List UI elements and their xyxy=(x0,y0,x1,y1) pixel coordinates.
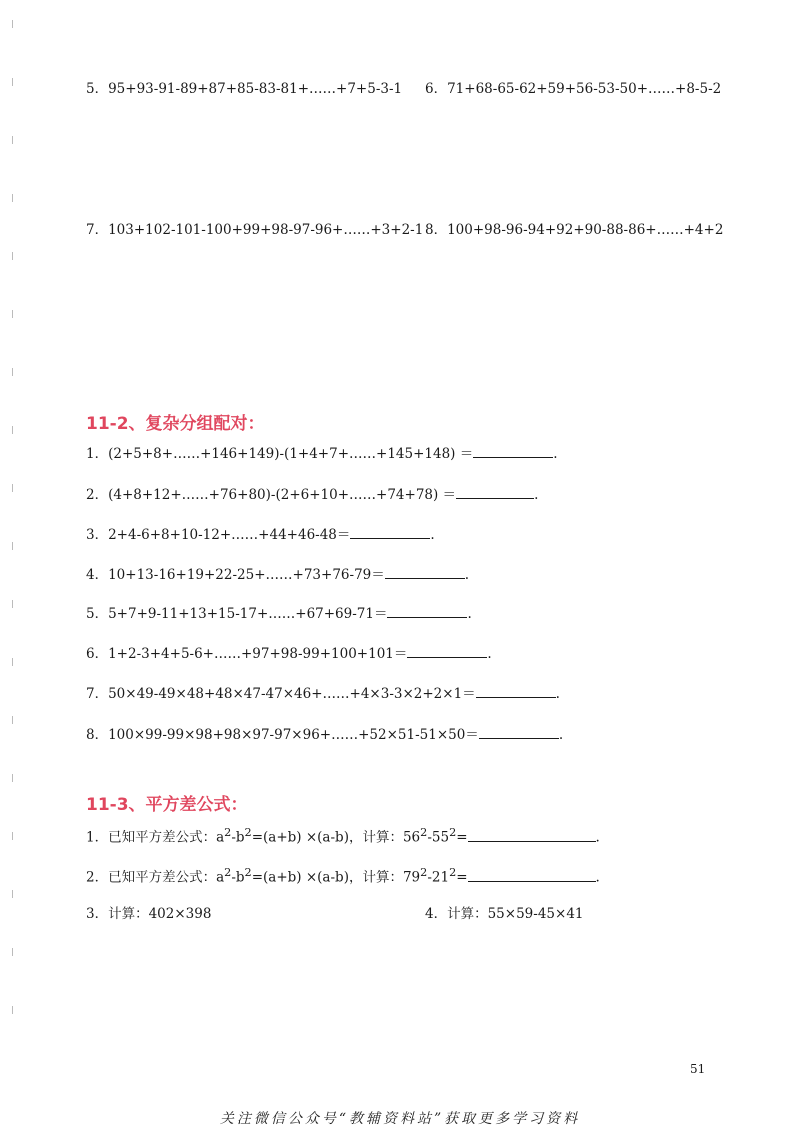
page-number: 51 xyxy=(690,1062,706,1076)
q11-3-1: 1．已知平方差公式：$a^2-b^2=(a+b) \times(a-b)$，计算：$56^2-55^2=$ . xyxy=(86,826,600,846)
footer-text: 关注微信公众号“教辅资料站”获取更多学习资料 xyxy=(219,1111,581,1127)
q11-2-6: 6．1+2-3+4+5-6+……+97+98-99+100+101＝ . xyxy=(86,643,492,663)
answer-blank[interactable] xyxy=(479,724,559,739)
q11-2-5: 5．5+7+9-11+13+15-17+……+67+69-71＝ . xyxy=(86,603,472,623)
q11-2-4: 4．10+13-16+19+22-25+……+73+76-79＝ . xyxy=(86,564,469,584)
q11-2-1: 1．(2+5+8+……+146+149)-(1+4+7+……+145+148) ＝ . xyxy=(86,443,558,463)
q11-3-2: 2．已知平方差公式：$a^2-b^2=(a+b) \times(a-b)$，计算：$79^2-21^2=$ . xyxy=(86,866,600,886)
section-11-3-title: 11-3、平方差公式： xyxy=(86,795,248,815)
problem-5: 5．95+93-91-89+87+85-83-81+……+7+5-3-1 xyxy=(86,81,403,97)
answer-blank[interactable] xyxy=(476,683,556,698)
answer-blank[interactable] xyxy=(350,524,430,539)
answer-blank[interactable] xyxy=(387,603,467,618)
answer-blank[interactable] xyxy=(456,484,534,499)
problem-6: 6．71+68-65-62+59+56-53-50+……+8-5-2 xyxy=(425,81,722,97)
q11-2-3: 3．2+4-6+8+10-12+……+44+46-48＝ . xyxy=(86,524,435,544)
q11-2-8: 8．100×99-99×98+98×97-97×96+……+52×51-51×50＝ . xyxy=(86,724,563,744)
answer-blank[interactable] xyxy=(468,827,596,842)
answer-blank[interactable] xyxy=(473,443,553,458)
binding-margin xyxy=(12,20,14,1100)
section-11-2-title: 11-2、复杂分组配对： xyxy=(86,414,265,434)
q11-3-4: 4．计算：55×59-45×41 xyxy=(425,906,584,922)
q11-2-2: 2．(4+8+12+……+76+80)-(2+6+10+……+74+78) ＝ . xyxy=(86,484,538,504)
problem-7: 7．103+102-101-100+99+98-97-96+……+3+2-1 xyxy=(86,222,424,238)
q11-3-3: 3．计算：402×398 xyxy=(86,906,212,922)
problem-8: 8．100+98-96-94+92+90-88-86+……+4+2 xyxy=(425,222,724,238)
answer-blank[interactable] xyxy=(385,564,465,579)
q11-2-7: 7．50×49-49×48+48×47-47×46+……+4×3-3×2+2×1＝ . xyxy=(86,683,560,703)
answer-blank[interactable] xyxy=(468,867,596,882)
answer-blank[interactable] xyxy=(407,643,487,658)
